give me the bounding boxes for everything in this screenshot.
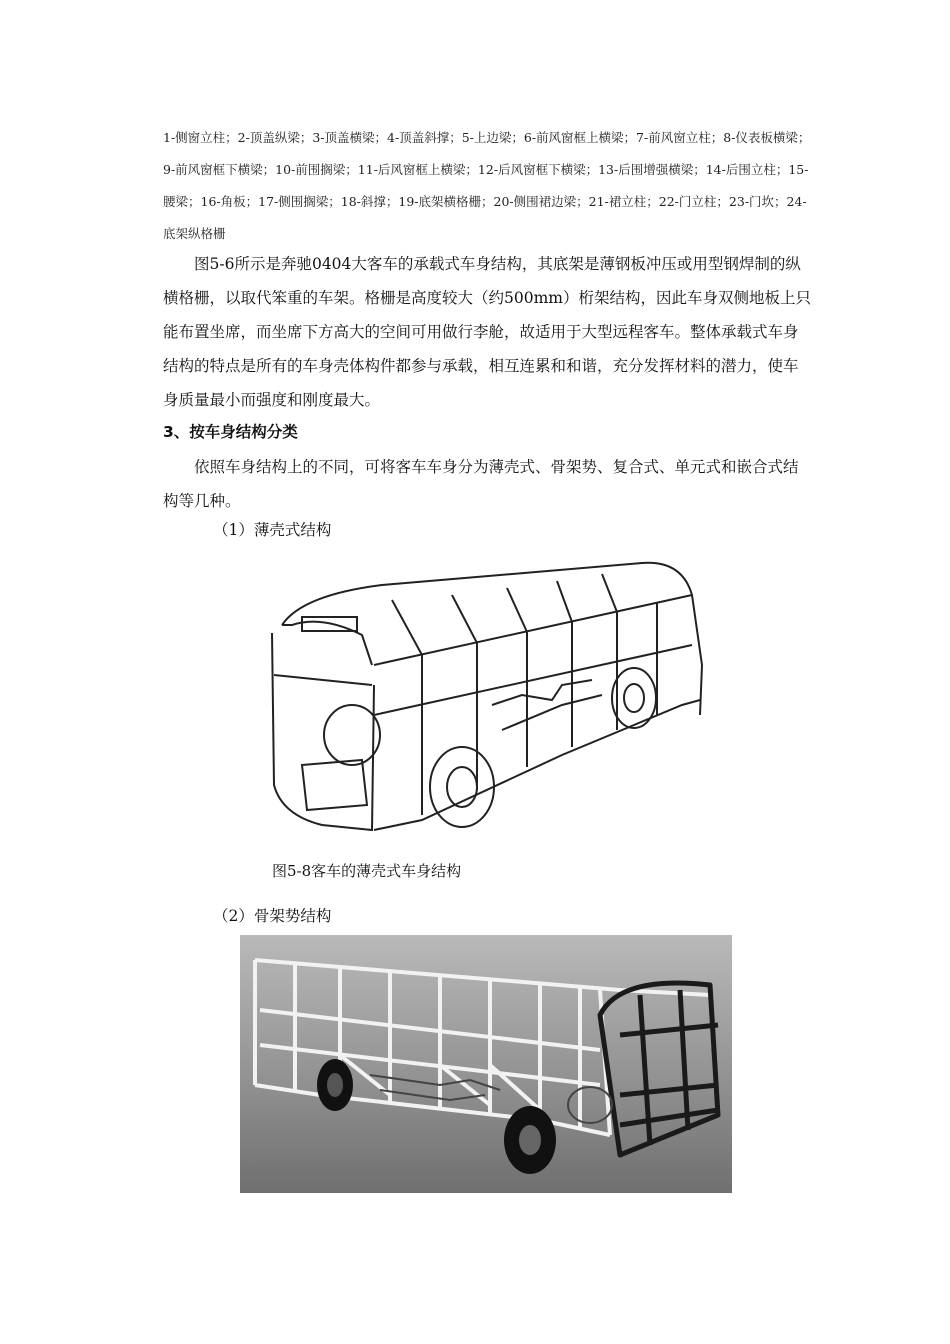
subsection-heading-1: （1）薄壳式结构 — [213, 521, 332, 539]
section-heading: 3、按车身结构分类 — [163, 423, 298, 441]
skeleton-bus-frame-figure — [240, 935, 732, 1193]
thin-shell-bus-figure — [262, 555, 718, 855]
figure-caption: 图5-8客车的薄壳式车身结构 — [272, 862, 462, 880]
figure-legend: 1-侧窗立柱；2-顶盖纵梁；3-顶盖横梁；4-顶盖斜撑；5-上边梁；6-前风窗框上横梁；7-前风窗立柱；8-仪表板横梁；9-前风窗框下横梁；10-前围搁梁；11-后风窗框上横梁；12-后风窗框下横梁；13-后围增强横梁；14-后围立柱；15-腰梁；16-角板；17-侧围搁梁；18-斜撑；19-底架横格栅；20-侧围裙边梁；21-裙立柱；22-门立柱；23-门坎；24-底架纵格栅 — [163, 130, 811, 241]
body-paragraph-1: 图5-6所示是奔驰0404大客车的承载式车身结构，其底架是薄钢板冲压或用型钢焊制的纵横格栅，以取代笨重的车架。格栅是高度较大（约500mm）桁架结构，因此车身双侧地板上只能布置坐席，而坐席下方高大的空间可用做行李舱，故适用于大型远程客车。整体承载式车身结构的特点是所有的车身壳体构件都参与承载，相互连累和和谐，充分发挥材料的潜力，使车身质量最小而强度和刚度最大。 — [163, 255, 811, 409]
body-paragraph-2: 依照车身结构上的不同，可将客车车身分为薄壳式、骨架势、复合式、单元式和嵌合式结构等几种。 — [163, 458, 799, 510]
subsection-heading-2: （2）骨架势结构 — [213, 907, 332, 925]
